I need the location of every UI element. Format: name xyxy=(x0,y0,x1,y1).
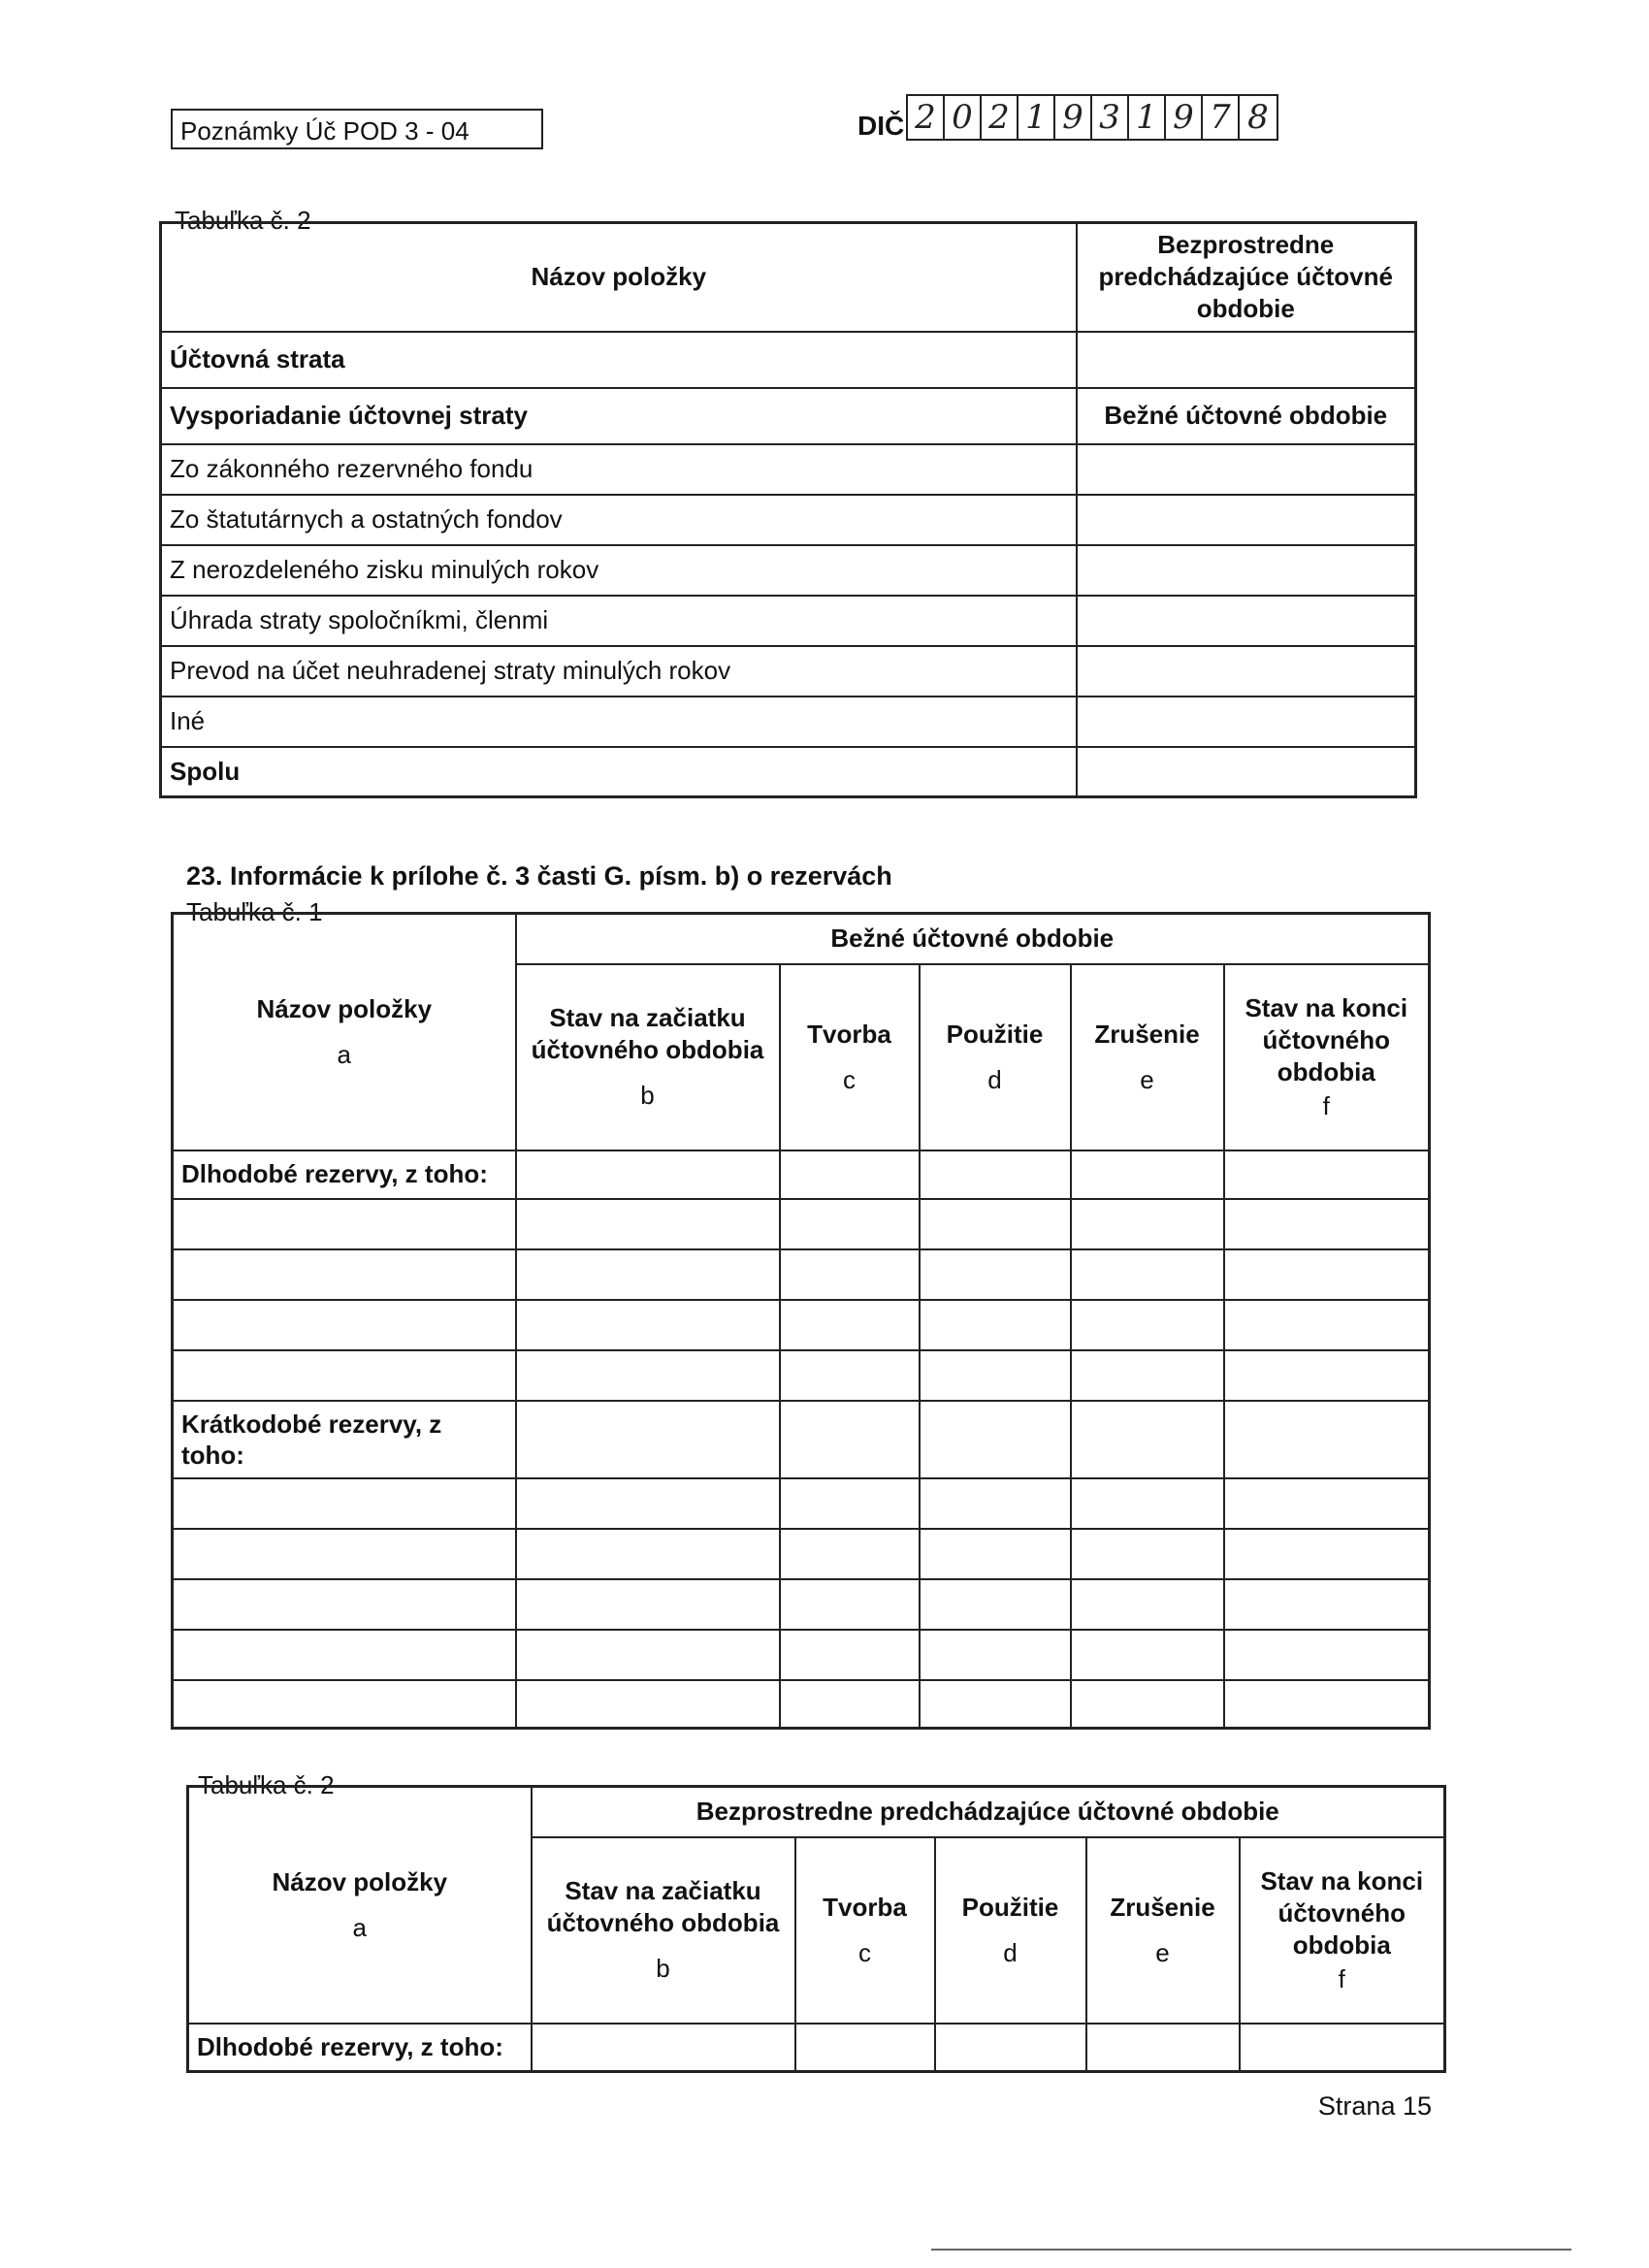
table-cell[interactable] xyxy=(920,1350,1071,1401)
col-cancel-label: Zrušenie xyxy=(1110,1892,1215,1922)
dic-digit: 2 xyxy=(982,96,1018,139)
loss-cell[interactable] xyxy=(1077,697,1416,747)
table-cell[interactable] xyxy=(780,1630,920,1680)
table-cell[interactable] xyxy=(516,1579,780,1630)
loss-row-label: Zo štatutárnych a ostatných fondov xyxy=(161,495,1077,545)
long-term-label: Dlhodobé rezervy, z toho: xyxy=(188,2024,532,2072)
table-cell[interactable] xyxy=(173,1529,516,1579)
table-cell[interactable] xyxy=(1071,1350,1224,1401)
table-cell[interactable] xyxy=(173,1350,516,1401)
table-cell[interactable] xyxy=(1224,1529,1430,1579)
dic-label: DIČ xyxy=(857,111,905,141)
table-cell[interactable] xyxy=(920,1630,1071,1680)
reserves-col-cancel xyxy=(1086,1837,1240,2024)
loss-col-item: Názov položky xyxy=(161,223,1077,332)
settlement-row-label: Vysporiadanie účtovnej straty xyxy=(161,388,1077,444)
table-cell[interactable] xyxy=(780,1350,920,1401)
table-cell[interactable] xyxy=(780,1680,920,1729)
table-cell[interactable] xyxy=(920,1401,1071,1478)
reserves-table2-caption: Tabuľka č. 2 xyxy=(198,1770,335,1799)
col-end-label: Stav na konci účtovného obdobia xyxy=(1260,1865,1424,1960)
table-cell[interactable] xyxy=(1071,1630,1224,1680)
table-cell[interactable] xyxy=(1224,1680,1430,1729)
col-create-label: Tvorba xyxy=(807,1019,891,1049)
column-letter: f xyxy=(1338,1963,1345,1993)
dic-digit: 9 xyxy=(1166,96,1203,139)
loss-row-label: Prevod na účet neuhradenej straty minulých rokov xyxy=(161,646,1077,697)
table-cell[interactable] xyxy=(1240,2024,1445,2072)
table-cell[interactable] xyxy=(780,1478,920,1529)
loss-total-cell[interactable] xyxy=(1077,747,1416,797)
loss-total-label: Spolu xyxy=(161,747,1077,797)
col-create-label: Tvorba xyxy=(823,1892,907,1922)
table-cell[interactable] xyxy=(173,1579,516,1630)
reserves-col-item-label: Názov položky xyxy=(272,1866,448,1896)
loss-row-label: Účtovná strata xyxy=(161,332,1077,388)
reserves-period-header: Bežné účtovné obdobie xyxy=(516,914,1430,964)
table-cell[interactable] xyxy=(1224,1579,1430,1630)
table-cell[interactable] xyxy=(1224,1630,1430,1680)
column-letter: b xyxy=(640,1081,655,1110)
table-cell[interactable] xyxy=(780,1579,920,1630)
reserves-period-header: Bezprostredne predchádzajúce účtovné obdobie xyxy=(532,1787,1445,1837)
table-cell[interactable] xyxy=(780,1529,920,1579)
reserves-col-item xyxy=(173,914,516,1150)
table-cell[interactable] xyxy=(935,2024,1086,2072)
table-cell[interactable] xyxy=(780,1150,920,1199)
table-cell[interactable] xyxy=(173,1300,516,1350)
reserves-table-previous xyxy=(186,1785,1446,2073)
reserves-col-cancel xyxy=(1071,964,1224,1150)
loss-cell[interactable] xyxy=(1077,444,1416,495)
table-cell[interactable] xyxy=(920,1680,1071,1729)
loss-cell[interactable] xyxy=(1077,332,1416,388)
dic-digit: 2 xyxy=(908,96,945,139)
col-end-label: Stav na konci účtovného obdobia xyxy=(1245,992,1408,1086)
column-letter: d xyxy=(1003,1937,1018,1967)
table-cell[interactable] xyxy=(516,1300,780,1350)
short-term-label: Krátkodobé rezervy, z toho: xyxy=(173,1401,516,1478)
table-cell[interactable] xyxy=(1071,1529,1224,1579)
reserves-col-end xyxy=(1224,964,1430,1150)
table-cell[interactable] xyxy=(516,1249,780,1300)
table-cell[interactable] xyxy=(780,1300,920,1350)
col-start-label: Stav na začiatku účtovného obdobia xyxy=(546,1876,780,1937)
loss-cell[interactable] xyxy=(1077,495,1416,545)
page-number: Strana 15 xyxy=(1317,2091,1432,2121)
dic-digit: 7 xyxy=(1203,96,1240,139)
table-cell[interactable] xyxy=(173,1249,516,1300)
loss-row-label: Zo zákonného rezervného fondu xyxy=(161,444,1077,495)
table-cell[interactable] xyxy=(1071,1680,1224,1729)
table-cell[interactable] xyxy=(920,1529,1071,1579)
table-cell[interactable] xyxy=(173,1630,516,1680)
column-letter: d xyxy=(987,1064,1002,1094)
table-cell[interactable] xyxy=(1071,1199,1224,1249)
loss-cell[interactable] xyxy=(1077,596,1416,646)
long-term-label: Dlhodobé rezervy, z toho: xyxy=(173,1150,516,1199)
column-letter: c xyxy=(843,1064,856,1094)
table-cell[interactable] xyxy=(516,1478,780,1529)
dic-digit: 1 xyxy=(1129,96,1166,139)
table-cell[interactable] xyxy=(795,2024,935,2072)
reserves-col-create xyxy=(780,964,920,1150)
table-cell[interactable] xyxy=(173,1478,516,1529)
loss-row-label: Z nerozdeleného zisku minulých rokov xyxy=(161,545,1077,596)
loss-cell[interactable] xyxy=(1077,545,1416,596)
table-cell[interactable] xyxy=(1224,1350,1430,1401)
table-cell[interactable] xyxy=(920,1478,1071,1529)
column-letter: e xyxy=(1140,1064,1154,1094)
col-cancel-label: Zrušenie xyxy=(1094,1019,1200,1049)
table-cell[interactable] xyxy=(1071,1478,1224,1529)
loss-col-prev: Bezprostredne predchádzajúce účtovné obdobie xyxy=(1077,223,1416,332)
table-cell[interactable] xyxy=(920,1579,1071,1630)
reserves-col-use xyxy=(920,964,1071,1150)
table-cell[interactable] xyxy=(173,1199,516,1249)
col-use-label: Použitie xyxy=(961,1892,1059,1922)
table-cell[interactable] xyxy=(516,1680,780,1729)
table-cell[interactable] xyxy=(173,1680,516,1729)
column-letter: a xyxy=(337,1039,351,1069)
dic-digit: 1 xyxy=(1018,96,1055,139)
table-cell[interactable] xyxy=(1224,1478,1430,1529)
reserves-col-start xyxy=(516,964,780,1150)
loss-table-caption: Tabuľka č. 2 xyxy=(175,206,311,235)
reserves-col-use xyxy=(935,1837,1086,2024)
table-cell[interactable] xyxy=(780,1401,920,1478)
table-cell[interactable] xyxy=(1071,1579,1224,1630)
reserves-table1-caption: Tabuľka č. 1 xyxy=(186,897,323,926)
section-23-title: 23. Informácie k prílohe č. 3 časti G. písm. b) o rezervách xyxy=(186,861,892,891)
table-cell[interactable] xyxy=(1071,1150,1224,1199)
loss-table xyxy=(159,221,1417,798)
table-cell[interactable] xyxy=(1224,1249,1430,1300)
table-cell[interactable] xyxy=(516,1401,780,1478)
footer-rule xyxy=(931,2249,1571,2251)
form-label: Poznámky Úč POD 3 - 04 xyxy=(171,109,543,149)
table-cell[interactable] xyxy=(920,1150,1071,1199)
column-letter: a xyxy=(352,1912,367,1942)
table-cell[interactable] xyxy=(920,1249,1071,1300)
table-cell[interactable] xyxy=(516,1150,780,1199)
table-cell[interactable] xyxy=(516,1630,780,1680)
dic-digit: 0 xyxy=(945,96,982,139)
table-cell[interactable] xyxy=(516,1350,780,1401)
dic-field[interactable] xyxy=(906,94,1278,141)
loss-cell[interactable] xyxy=(1077,646,1416,697)
dic-digit: 9 xyxy=(1055,96,1092,139)
table-cell[interactable] xyxy=(1071,1300,1224,1350)
dic-digit: 3 xyxy=(1092,96,1129,139)
reserves-col-item xyxy=(188,1787,532,2024)
table-cell[interactable] xyxy=(1224,1150,1430,1199)
table-cell[interactable] xyxy=(780,1249,920,1300)
reserves-col-end xyxy=(1240,1837,1445,2024)
table-cell[interactable] xyxy=(516,1199,780,1249)
table-cell[interactable] xyxy=(1224,1401,1430,1478)
table-cell[interactable] xyxy=(920,1300,1071,1350)
table-cell[interactable] xyxy=(1224,1199,1430,1249)
table-cell[interactable] xyxy=(1086,2024,1240,2072)
table-cell[interactable] xyxy=(1071,1249,1224,1300)
reserves-table-current xyxy=(171,912,1431,1730)
column-letter: b xyxy=(656,1954,670,1983)
column-letter: f xyxy=(1322,1090,1330,1120)
reserves-col-item-label: Názov položky xyxy=(256,993,433,1023)
table-cell[interactable] xyxy=(1224,1300,1430,1350)
table-cell[interactable] xyxy=(1071,1401,1224,1478)
loss-row-label: Úhrada straty spoločníkmi, členmi xyxy=(161,596,1077,646)
loss-row-label: Iné xyxy=(161,697,1077,747)
col-use-label: Použitie xyxy=(946,1019,1044,1049)
loss-col-current: Bežné účtovné obdobie xyxy=(1077,388,1416,444)
col-start-label: Stav na začiatku účtovného obdobia xyxy=(531,1003,764,1064)
dic-digit: 8 xyxy=(1247,98,1269,137)
reserves-col-start xyxy=(532,1837,795,2024)
table-cell[interactable] xyxy=(516,1529,780,1579)
reserves-col-create xyxy=(795,1837,935,2024)
table-cell[interactable] xyxy=(920,1199,1071,1249)
column-letter: e xyxy=(1155,1937,1170,1967)
table-cell[interactable] xyxy=(532,2024,795,2072)
table-cell[interactable] xyxy=(780,1199,920,1249)
column-letter: c xyxy=(858,1937,871,1967)
